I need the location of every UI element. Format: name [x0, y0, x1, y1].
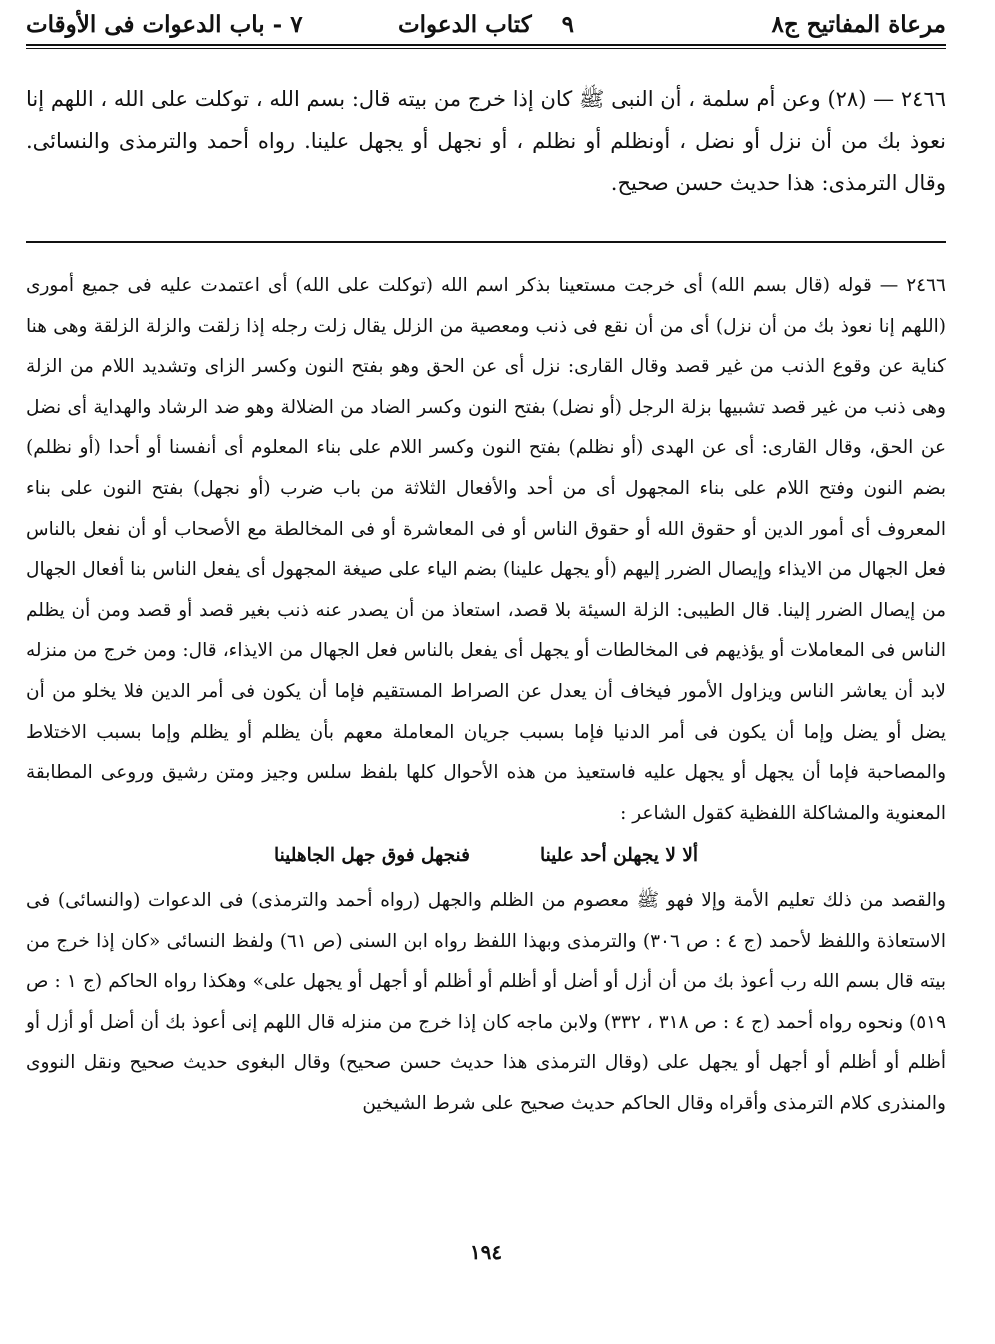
- commentary-paragraph-1: ٢٤٦٦ — قوله (قال بسم الله) أى خرجت مستعينا بذكر اسم الله (توكلت على الله) أى اعتمدت عليه فى جميع أمورى (اللهم إنا نعوذ بك من أن نزل) أى من أن نقع فى ذنب ومعصية من الزلل يقال زلت رجله إذا زلقت والزلة الزلقة وهى هنا كناية عن وقوع الذنب من غير قصد وقال القارى: نزل أى عن الحق وهو بفتح النون وكسر الزاى وتشديد اللام من الزلة وهى ذنب من غير قصد تشبيها بزلة الرجل (أو نضل) بفتح النون وكسر الضاد من الضلالة وهو ضد الرشاد والهداية أى نضل عن الحق، وقال القارى: أى عن الهدى (أو نظلم) بفتح النون وكسر اللام على بناء المعلوم أى أنفسنا أو أحدا (أو نظلم) بضم النون وفتح اللام على بناء المجهول أى من أحد والأفعال الثلاثة من باب ضرب (أو نجهل) بفتح النون على بناء المعروف أى أمور الدين أو حقوق الله أو حقوق الناس أو فى المعاشرة أو فى المخالطة مع الأصحاب أو أن نفعل بالناس فعل الجهال من الايذاء وإيصال الضرر إليهم (أو يجهل علينا) بضم الياء على صيغة المجهول أى يفعل الناس بنا أفعال الجهال من إيصال الضرر إلينا. قال الطيبى: الزلة السيئة بلا قصد، استعاذ من أن يصدر عنه ذنب بغير قصد أو قصد ومن أن يظلم الناس فى المعاملات أو يؤذيهم فى المخالطات أو يجهل أى يفعل بالناس فعل الجهال من الايذاء، قال: ومن خرج من منزله لابد أن يعاشر الناس ويزاول الأمور فيخاف أن يعدل عن الصراط المستقيم فإما أن يكون فى أمر الدين فلا يخلو من أن يضل أو يضل وإما أن يكون فى أمر الدنيا فإما بسبب جريان المعاملة معهم بأن يظلم أو يظلم وإما بسبب الاختلاط والمصاحبة فإما أن يجهل أو يجهل عليه فاستعيذ من هذه الأحوال كلها بلفظ سلس وجيز ومتن رشيق وروعى المطابقة المعنوية والمشاكلة اللفظية كقول الشاعر :: [26, 275, 946, 824]
- header-rule-thin: [26, 48, 946, 49]
- page: [26, 0, 946, 1344]
- commentary-paragraph-2: والقصد من ذلك تعليم الأمة وإلا فهو ﷺ معصوم من الظلم والجهل (رواه أحمد والترمذى) فى الدعوات (والنسائى) فى الاستعاذة واللفظ لأحمد (ج ٤ : ص ٣٠٦) والترمذى وبهذا اللفظ رواه ابن السنى (ص ٦١) ولفظ النسائى «كان إذا خرج من بيته قال بسم الله رب أعوذ بك من أن أزل أو أضل أو أظلم أو أظلم أو أجهل أو يجهل على» وهكذا رواه الحاكم (ج ١ : ص ٥١٩) ونحوه رواه أحمد (ج ٤ : ص ٣١٨ ، ٣٣٢) ولابن ماجه كان إذا خرج من منزله قال اللهم إنى أعوذ بك أن أضل أو أزل أو أظلم أو أظلم أو أجهل أو يجهل على (وقال الترمذى هذا حديث حسن صحيح) وقال البغوى حديث صحيح ونقل النووى والمنذرى كلام الترمذى وأقراه وقال الحاكم حديث صحيح على شرط الشيخين: [26, 889, 947, 1114]
- header-rule: [26, 44, 946, 46]
- chapter-title: ٧ - باب الدعوات فى الأوقات: [26, 10, 303, 38]
- verse-hemistich-2: فنجهل فوق جهل الجاهلينا: [273, 845, 470, 867]
- section-divider: [26, 241, 946, 243]
- page-marker: ٩: [561, 10, 575, 38]
- hadith-text-block: [26, 78, 946, 204]
- commentary-block: [26, 266, 946, 1124]
- page-number: ١٩٤: [469, 1240, 503, 1264]
- verse-hemistich-1: ألا لا يجهلن أحد علينا: [539, 845, 699, 867]
- running-header: [26, 8, 946, 40]
- poetry-verse: [26, 836, 946, 877]
- section-title: كتاب الدعوات: [397, 10, 532, 38]
- book-volume: مرعاة المفاتيح ج٨: [771, 10, 946, 38]
- header-center: [398, 11, 574, 38]
- hadith-text: ٢٤٦٦ — (٢٨) وعن أم سلمة ، أن النبى ﷺ كان إذا خرج من بيته قال: بسم الله ، توكلت على الله ، اللهم إنا نعوذ بك من أن نزل أو نضل ، أونظلم أو نظلم ، أو نجهل أو يجهل علينا. رواه أحمد والترمذى والنسائى. وقال الترمذى: هذا حديث حسن صحيح.: [26, 87, 947, 195]
